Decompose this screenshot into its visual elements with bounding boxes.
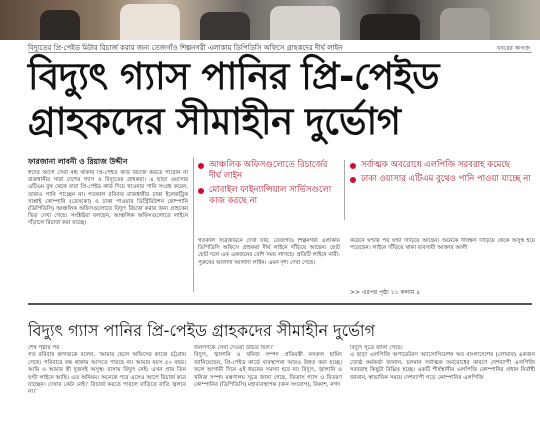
continuation-col-3: বিদ্যুৎ সূত্রে জানা গেছে। এ ছাড়া এলপিজি অপারেটরস অ্যাসোসিয়েশন অব বাংলাদেশের (লোয়াব) একজন জ্যেষ্ঠ কর্মকর্তা জানান, চলমান সর্বাত্মক অবরোধের কারণে দেশব্যাপী এলপিজি সরবরাহ কিছুটা বিঘ্নিত হচ্ছে। একটি শীর্ষস্থানীয় এলপিজি কোম্পানির প্রধান নির্বাহী জানান, স্বাভাবিক সময়ে দেশব্যাপী গড়ে কোম্পানির এলপিজি: [350, 345, 535, 381]
jump-link[interactable]: >> এরপর পৃষ্ঠা ১১ কলাম ৪: [350, 289, 420, 296]
highlight-text: ঢাকা ওয়াসার এটিএম বুথেও পানি পাওয়া যাচ্ছে না: [361, 174, 531, 184]
section-divider: [28, 303, 532, 305]
headline-line-2: গ্রাহকদের সীমাহীন দুর্ভোগ: [28, 100, 401, 143]
highlight-text: সর্বাত্মক অবরোধে এলপিজি সরবরাহ কমেছে: [361, 160, 510, 170]
body-text-right: করেনে ঘণ্টার পর ঘণ্টা দাঁড়িয়ে আছেন। অনেকে দীর্ঘক্ষণ দাঁড়িয়ে থেকে অসুস্থ হয়ে পড়েছেন। লাইনে দাঁড়িয়ে থাকা ব্যবসায়ী আক্তার আলী: [350, 238, 535, 252]
byline: ফারজানা লাবনী ও রিয়াজ উদ্দীন: [28, 157, 128, 166]
continuation-col-1: শেষ পৃষ্ঠার পর গত রবিবার কাগজকে বলেন, ‘আমার ছেলে অফিসের কাজে চট্টগ্রাম গেছে। পরিবারে বন্ধ থাকায় আসতে পারছে না। আমার বয়স ৫০ বছর। আমি ও আমার স্ত্রী দুজনই অসুস্থ। বাসায় বিদ্যুৎ নেই। এখন প্রায় তিন ঘণ্টা লাইনে আছি। এত অনিয়ম। অনেকে পরে এসেও আগে রিচার্জ করে যাচ্ছেন। দেখার কেউ নেই।’ রিচার্জ করতে পারলে বাড়িতে বাতি জ্বলবে না।’: [28, 345, 186, 396]
divider: [28, 52, 532, 53]
photo-credit: খবরের কাগজ: [496, 45, 530, 52]
highlight-item: [350, 160, 535, 171]
body-text-left: ঈদের আগে সেবা বন্ধ থাকায় প্রি-পেইড কার্ড রিচার্জ করতে পারেনি না রাজধানীর সারা দেশের গ্যাস ও বিদ্যুতের গ্রাহকরা। এ ছাড়া ওয়াসার এটিএম বুথ থেকে যারা প্রি-পেইড কার্ড দিয়ে খাওয়ার পানি সংগ্রহ করেন, তারাও পানি পাচ্ছেন না। গতকাল রবিবার রাজধানীর ঢাকা ইলেকট্রিক সাপ্লাই কোম্পানি (ডেসকো) ও ঢাকা পাওয়ার ডিস্ট্রিবিউশন কোম্পানি (ডিপিডিসি) আঞ্চলিক অফিসগুলোতে বিদ্যুৎ রিচার্জ করার জন্য গ্রাহকের ভিড় দেখা গেছে। সংশ্লিষ্টরা বলছেন, আঞ্চলিক অফিসগুলোতে লাইনে দাঁড়ালে রিচার্জ করা যাচ্ছে।: [28, 170, 188, 227]
bullet-icon: [350, 163, 356, 169]
highlight-item: [198, 160, 338, 182]
bullet-icon: [198, 163, 204, 169]
highlight-item: [350, 174, 535, 185]
highlight-text: মোবাইল ফাইন্যান্সিয়াল সার্ভিসগুলো কাজ করছে না: [209, 185, 332, 206]
body-text-middle: গতকাল সরেজমিনে দেখা যায়, তেজগাঁও শিল্পনগরী এলাকায় ডিপিডিসি অফিসে গ্রাহকরা দীর্ঘ লাইনে দাঁড়িয়ে আছেন। ছোট ছোট দলে এক একজনের বেশি সময় লাগছে। প্রতিটি লাইনে নারী-পুরুষের আলাদা আলাদা লাইন। এমন দৃশ্য দেখা গেছে।: [198, 238, 340, 266]
bullet-icon: [198, 188, 204, 194]
highlight-item: [198, 185, 338, 207]
continuation-col-2: জনগণকে সেবা দেওয়া উচিত ছিল।’ বিদ্যুৎ, জ্বালানি ও খনিজ সম্পদ প্রতিমন্ত্রী নসরুল হামিদ জানিয়েছেন, প্রি-পেইড কার্ডে ব্যবস্থাপনা আরও উন্নত করা হচ্ছে। ফলে আগামী দিনে এই ধরনের সমস্যা হবে না। বিদ্যুৎ, জ্বালানি ও খনিজ সম্পদ মন্ত্রণালয় সূত্রে জানা গেছে, তিতাস গ্যাস ও বিতরণ কোম্পানির (ডিপিডিসি) মহাব্যবস্থাপক (জন সংযোগ), বিকাশ, নগদ: [194, 345, 342, 389]
highlights-right: [350, 160, 535, 188]
photo-caption: বিদ্যুতের প্রি-পেইড মিটার রিচার্জ করার জন্য তেজগাঁও শিল্পনগরী এলাকায় ডিপিডিসি অফিসে গ্রাহকদের দীর্ঘ লাইন: [28, 44, 343, 52]
highlights-left: [198, 160, 338, 210]
continuation-heading: বিদ্যুৎ গ্যাস পানির প্রি-পেইড গ্রাহকদের সীমাহীন দুর্ভোগ: [28, 321, 376, 340]
highlight-text: আঞ্চলিক অফিসগুলোতে রিচার্জের দীর্ঘ লাইন: [209, 160, 328, 181]
headline-line-1: বিদ্যুৎ গ্যাস পানির প্রি-পেইড: [28, 55, 439, 98]
news-photo: [0, 0, 540, 40]
column-divider: [344, 160, 345, 220]
bullet-icon: [350, 177, 356, 183]
column-divider: [193, 157, 194, 292]
